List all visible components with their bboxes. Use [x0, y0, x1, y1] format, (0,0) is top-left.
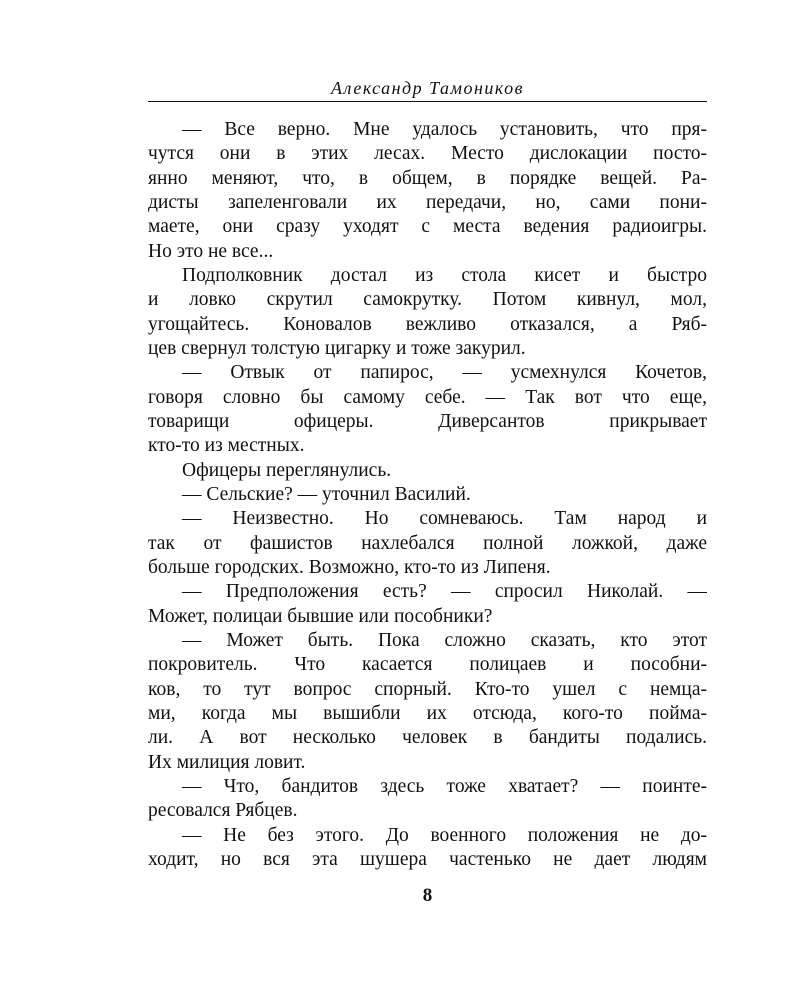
- text-line: так от фашистов нахлебался полной ложкой, даже: [148, 532, 707, 554]
- text-line: Но это не все...: [148, 240, 274, 262]
- text-line: дисты запеленговали их передачи, но, сами пони-: [148, 191, 707, 213]
- running-head-author: Александр Тамоников: [331, 78, 524, 98]
- text-line: кто-то из местных.: [148, 435, 305, 457]
- body-text: [148, 118, 707, 872]
- text-line: товарищи офицеры. Диверсантов прикрывает: [148, 410, 707, 432]
- text-line: ми, когда мы вышибли их отсюда, кого-то пойма-: [148, 702, 707, 724]
- text-line: — Предположения есть? — спросил Николай. —: [182, 581, 707, 603]
- text-line: — Отвык от папирос, — усмехнулся Кочетов,: [182, 362, 707, 384]
- text-line: ков, то тут вопрос спорный. Кто-то ушел с немца-: [148, 678, 707, 700]
- page-number: 8: [422, 885, 433, 906]
- text-line: — Не без этого. До военного положения не до-: [182, 824, 707, 846]
- text-line: маете, они сразу уходят с места ведения радиоигры.: [148, 216, 707, 238]
- text-line: ходит, но вся эта шушера частенько не дает людям: [148, 848, 707, 870]
- text-line: чутся они в этих лесах. Место дислокации посто-: [148, 143, 707, 165]
- text-line: больше городских. Возможно, кто-то из Липеня.: [148, 556, 551, 578]
- text-line: янно меняют, что, в общем, в порядке вещей. Ра-: [148, 167, 707, 189]
- text-line: покровитель. Что касается полицаев и пособни-: [148, 654, 707, 676]
- text-line: — Неизвестно. Но сомневаюсь. Там народ и: [182, 508, 707, 530]
- text-line: ресовался Рябцев.: [148, 800, 298, 822]
- header-rule: [148, 101, 707, 102]
- text-line: Их милиция ловит.: [148, 751, 306, 773]
- text-line: угощайтесь. Коновалов вежливо отказался, а Ряб-: [148, 313, 707, 335]
- text-line: — Может быть. Пока сложно сказать, кто этот: [182, 629, 707, 651]
- text-line: говоря словно бы самому себе. — Так вот что еще,: [148, 386, 707, 408]
- text-line: Подполковник достал из стола кисет и быстро: [182, 264, 707, 286]
- text-line: Может, полицаи бывшие или пособники?: [148, 605, 493, 627]
- text-line: — Все верно. Мне удалось установить, что пря-: [182, 119, 707, 140]
- text-line: ли. А вот несколько человек в бандиты подались.: [148, 727, 707, 749]
- text-line: — Что, бандитов здесь тоже хватает? — поинте-: [182, 775, 707, 797]
- text-line: и ловко скрутил самокрутку. Потом кивнул, мол,: [148, 289, 707, 311]
- text-line: цев свернул толстую цигарку и тоже закурил.: [148, 337, 526, 359]
- text-line: — Сельские? — уточнил Василий.: [182, 483, 471, 505]
- text-line: Офицеры переглянулись.: [182, 459, 392, 481]
